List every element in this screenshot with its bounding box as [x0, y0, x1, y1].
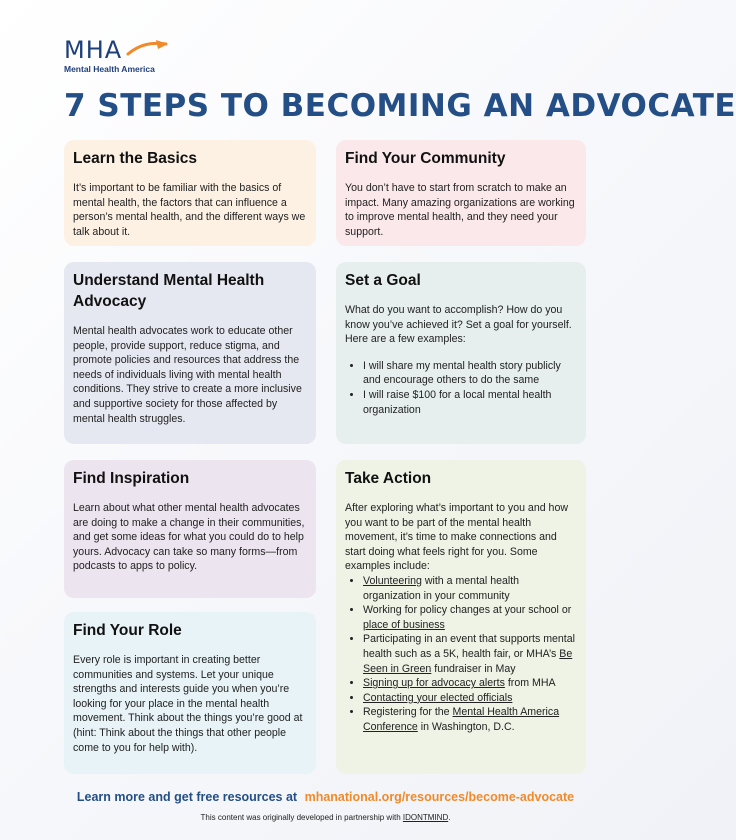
card-body: You don’t have to start from scratch to make an impact. Many amazing organizations are working to improve mental health, and they need your support.: [345, 182, 575, 238]
list-item-text: Registering for the: [363, 706, 453, 719]
list-item: [363, 676, 576, 691]
card-title: Learn the Basics: [73, 150, 198, 167]
list-item: [363, 603, 576, 632]
action-examples-list: [345, 574, 576, 735]
mha-logo[interactable]: [64, 36, 174, 76]
card-title: Set a Goal: [345, 272, 421, 289]
elected-officials-link[interactable]: Contacting your elected officials: [363, 691, 513, 704]
list-item-text: from MHA: [504, 677, 556, 690]
card-body: What do you want to accomplish? How do you know you’ve achieved it? Set a goal for yourself. Here are a few examples:: [345, 304, 572, 346]
logo-swoosh-icon: [126, 38, 170, 60]
credit-period: .: [448, 813, 451, 822]
list-item-text: Working for policy changes at your school or: [363, 604, 572, 617]
partnership-credit: [0, 813, 651, 822]
card-title: Take Action: [345, 470, 432, 487]
advocacy-alerts-link[interactable]: Signing up for advocacy alerts: [363, 677, 505, 690]
place-of-business-link[interactable]: place of business: [363, 618, 445, 631]
card-body: Mental health advocates work to educate other people, provide support, reduce stigma, and promote policies and resources that address the needs of individuals living with mental health conditions. They strive to create a more inclusive and supportive society for those affected by mental health struggles.: [73, 325, 302, 425]
list-item-text: with a mental health organization in your community: [363, 574, 520, 602]
logo-wordmark: MHA: [64, 36, 123, 64]
card-understand-advocacy: [64, 262, 316, 444]
card-learn-basics: [64, 140, 316, 246]
list-item-text: in Washington, D.C.: [417, 720, 515, 733]
idontmind-link[interactable]: IDONTMIND: [402, 813, 449, 822]
card-body: Learn about what other mental health advocates are doing to make a change in their communities, and get some ideas for what you could do to help yours. Advocacy can take so many forms—from podcasts to apps to policy.: [73, 502, 305, 573]
card-title: Find Your Community: [345, 150, 506, 167]
list-item: [363, 632, 576, 676]
card-find-inspiration: [64, 460, 316, 598]
card-body: After exploring what’s important to you and how you want to be part of the mental health movement, it’s time to make connections and start doing what feels right for you. Some examples include:: [345, 502, 568, 573]
list-item: • I will share my mental health story publicly and encourage others to do the same: [363, 359, 576, 388]
logo-subtitle: Mental Health America: [64, 64, 155, 74]
volunteering-link[interactable]: Volunteering: [363, 574, 422, 587]
list-item-text: fundraiser in May: [431, 662, 516, 675]
be-seen-in-green-link[interactable]: Be Seen in Green: [363, 647, 573, 675]
list-item: [363, 705, 576, 734]
card-find-role: [64, 612, 316, 774]
card-body: Every role is important in creating better communities and systems. Let your unique strengths and interests guide you when you’re looking for your place in the mental health movement. Think about the things you’re good at (hint: Think about the things that other people come to you for help with).: [73, 654, 303, 754]
list-item: [363, 574, 576, 603]
list-item: • I will raise $100 for a local mental health organization: [363, 388, 576, 417]
footer-text: Learn more and get free resources at: [76, 790, 298, 804]
list-item: [363, 691, 576, 706]
goal-examples-list: [345, 359, 576, 417]
resources-link[interactable]: mhanational.org/resources/become-advocate: [304, 790, 575, 804]
footer-resources: [0, 790, 651, 804]
page-title: 7 STEPS TO BECOMING AN ADVOCATE: [64, 88, 736, 124]
card-take-action: [336, 460, 586, 774]
card-find-community: [336, 140, 586, 246]
card-title: Find Your Role: [73, 622, 182, 639]
card-title: Understand Mental Health Advocacy: [73, 272, 265, 310]
credit-text: This content was originally developed in partnership with: [200, 813, 403, 822]
card-body: It’s important to be familiar with the basics of mental health, the factors that can influence a person’s mental health, and the different ways we talk about it.: [73, 182, 306, 238]
mha-conference-link[interactable]: Mental Health America Conference: [363, 706, 560, 733]
card-set-goal: [336, 262, 586, 444]
list-item-text: Participating in an event that supports mental health such as a 5K, health fair, or MHA’s: [363, 633, 575, 660]
card-title: Find Inspiration: [73, 470, 190, 487]
